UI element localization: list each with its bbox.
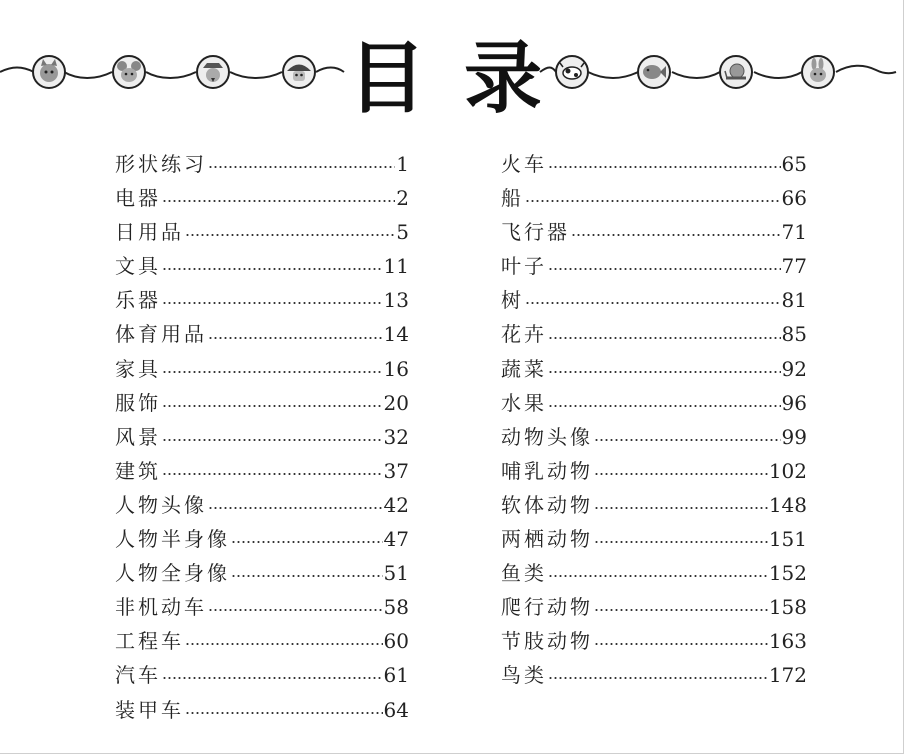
toc-entry-label: 工程车 (115, 629, 184, 654)
dot-leader (594, 505, 768, 511)
toc-entry-label: 哺乳动物 (501, 458, 593, 483)
toc-entry-label: 节肢动物 (501, 629, 593, 654)
toc-entry (115, 590, 409, 624)
toc-entry-label: 船 (501, 186, 524, 211)
dot-leader (548, 573, 768, 579)
toc-entry (115, 352, 409, 386)
toc-entry-label: 人物头像 (115, 492, 207, 517)
toc-entry-label: 鸟类 (501, 663, 547, 688)
toc-entry-label: 花卉 (501, 322, 547, 347)
snail-icon (718, 54, 754, 90)
toc-entry (115, 420, 409, 454)
toc-entry-page: 152 (768, 561, 807, 586)
toc-entry (115, 386, 409, 420)
toc-entry-page: 42 (383, 492, 409, 517)
toc-entry (501, 352, 807, 386)
toc-entry-page: 2 (396, 186, 409, 211)
toc-entry (501, 249, 807, 283)
toc-entry-page: 172 (768, 663, 807, 688)
toc-entry-page: 148 (768, 492, 807, 517)
toc-entry-page: 151 (768, 527, 807, 552)
dot-leader (548, 164, 781, 170)
toc-entry (115, 693, 409, 727)
dot-leader (208, 607, 383, 613)
dot-leader (162, 675, 383, 681)
toc-entry-label: 文具 (115, 254, 161, 279)
dot-leader (162, 198, 395, 204)
dot-leader (525, 300, 781, 306)
toc-entry-page: 99 (781, 424, 807, 449)
toc-entry-label: 风景 (115, 424, 161, 449)
toc-entry-label: 日用品 (115, 220, 184, 245)
toc-entry-label: 人物全身像 (115, 561, 230, 586)
toc-entry (501, 283, 807, 317)
toc-entry-page: 13 (383, 288, 409, 313)
toc-entry-label: 体育用品 (115, 322, 207, 347)
toc-entry-label: 非机动车 (115, 595, 207, 620)
dot-leader (231, 573, 383, 579)
toc-entry (115, 283, 409, 317)
dot-leader (162, 437, 383, 443)
toc-entry-page: 1 (396, 152, 409, 176)
toc-entry-label: 叶子 (501, 254, 547, 279)
dot-leader (162, 266, 383, 272)
toc-entry-label: 家具 (115, 356, 161, 381)
toc-entry (501, 215, 807, 249)
toc-entry (115, 215, 409, 249)
toc-entry-page: 20 (383, 390, 409, 415)
toc-entry-page: 32 (383, 424, 409, 449)
toc-entry (115, 522, 409, 556)
dot-leader (208, 505, 383, 511)
dot-leader (185, 232, 395, 238)
toc-entry (501, 420, 807, 454)
dot-leader (162, 403, 383, 409)
toc-entry-label: 人物半身像 (115, 527, 230, 552)
toc-entry-label: 汽车 (115, 663, 161, 688)
dot-leader (162, 369, 383, 375)
toc-entry (501, 522, 807, 556)
toc-entry (115, 147, 409, 181)
toc-entry-page: 92 (781, 356, 807, 381)
toc-entry-page: 51 (383, 561, 409, 586)
toc-entry-label: 飞行器 (501, 220, 570, 245)
toc-entry (501, 317, 807, 351)
rabbit-icon (800, 54, 836, 90)
toc-entry-page: 102 (768, 458, 807, 483)
toc-entry-page: 16 (383, 356, 409, 381)
toc-entry (501, 556, 807, 590)
cow-icon (554, 54, 590, 90)
toc-entry (501, 488, 807, 522)
bird-face-icon (195, 54, 231, 90)
toc-entry (115, 454, 409, 488)
toc-entry (115, 317, 409, 351)
mouse-face-icon (111, 54, 147, 90)
toc-entry-label: 水果 (501, 390, 547, 415)
toc-entry-page: 96 (781, 390, 807, 415)
toc-entry-page: 64 (383, 697, 409, 722)
dot-leader (185, 710, 383, 716)
dot-leader (571, 232, 781, 238)
toc-entry-label: 动物头像 (501, 424, 593, 449)
toc-entry (115, 624, 409, 658)
toc-entry (501, 386, 807, 420)
dot-leader (548, 675, 768, 681)
toc-entry-page: 5 (396, 220, 409, 245)
dot-leader (162, 471, 383, 477)
dot-leader (594, 539, 768, 545)
toc-entry-page: 81 (781, 288, 807, 313)
mushroom-face-icon (281, 54, 317, 90)
dot-leader (548, 335, 781, 341)
toc-entry-page: 71 (781, 220, 807, 245)
toc-entry-page: 163 (768, 629, 807, 654)
dot-leader (162, 300, 383, 306)
toc-entry (501, 624, 807, 658)
toc-entry-page: 66 (781, 186, 807, 211)
toc-entry (501, 147, 807, 181)
dot-leader (594, 641, 768, 647)
toc-entry-label: 两栖动物 (501, 527, 593, 552)
dot-leader (594, 607, 768, 613)
toc-entry-label: 装甲车 (115, 697, 184, 722)
toc-entry-page: 60 (383, 629, 409, 654)
toc-column-left (115, 147, 409, 727)
toc-entry (115, 488, 409, 522)
dot-leader (548, 369, 781, 375)
toc-entry-label: 火车 (501, 152, 547, 176)
toc-entry (501, 658, 807, 692)
dot-leader (185, 641, 383, 647)
toc-entry-page: 61 (383, 663, 409, 688)
toc-entry-label: 蔬菜 (501, 356, 547, 381)
toc-entry (501, 590, 807, 624)
toc-entry (501, 181, 807, 215)
toc-entry-label: 乐器 (115, 288, 161, 313)
toc-entry-label: 爬行动物 (501, 595, 593, 620)
toc-entry-page: 77 (781, 254, 807, 279)
header (0, 0, 905, 130)
cat-face-icon (31, 54, 67, 90)
dot-leader (594, 437, 781, 443)
toc-entry-page: 37 (383, 458, 409, 483)
dot-leader (208, 164, 395, 170)
toc-entry-label: 建筑 (115, 458, 161, 483)
toc-entry-page: 158 (768, 595, 807, 620)
fish-icon (636, 54, 672, 90)
toc-entry (115, 249, 409, 283)
toc-column-right (501, 147, 807, 693)
dot-leader (548, 266, 781, 272)
toc-entry-label: 树 (501, 288, 524, 313)
toc-entry-page: 58 (383, 595, 409, 620)
dot-leader (208, 335, 383, 341)
toc-entry (115, 658, 409, 692)
toc-entry (501, 454, 807, 488)
toc-entry-page: 14 (383, 322, 409, 347)
toc-entry (115, 556, 409, 590)
toc-entry-label: 软体动物 (501, 492, 593, 517)
toc-entry-page: 85 (781, 322, 807, 347)
toc-entry-label: 鱼类 (501, 561, 547, 586)
dot-leader (231, 539, 383, 545)
toc-entry (115, 181, 409, 215)
title-char-2: 录 (464, 34, 543, 124)
toc-entry-label: 电器 (115, 186, 161, 211)
toc-entry-label: 服饰 (115, 390, 161, 415)
dot-leader (525, 198, 781, 204)
title-char-1: 目 (347, 34, 426, 124)
page-title (330, 22, 560, 122)
dot-leader (548, 403, 781, 409)
toc-entry-page: 65 (781, 152, 807, 176)
dot-leader (594, 471, 768, 477)
toc-entry-label: 形状练习 (115, 152, 207, 176)
toc-entry-page: 11 (383, 254, 409, 279)
toc-entry-page: 47 (383, 527, 409, 552)
